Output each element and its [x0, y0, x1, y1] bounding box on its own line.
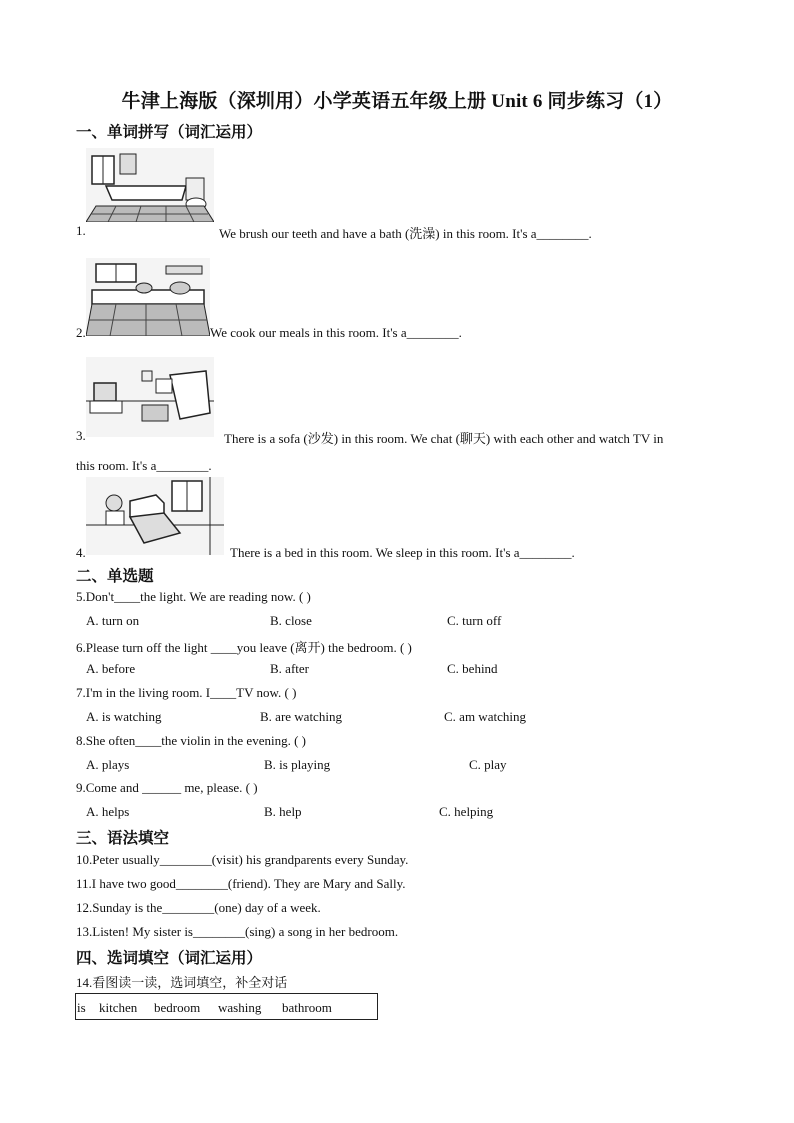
grammar-question-10: 10.Peter usually________(visit) his grandparents every Sunday. [76, 852, 409, 867]
spelling-question-3: 3. There is a sofa (沙发) in this room. We chat (聊天) with each other and watch TV in [76, 428, 664, 446]
spelling-question-4: 4. There is a bed in this room. We sleep in this room. It's a________. [76, 545, 575, 560]
mcq-7-option-a: A. is watching [86, 709, 162, 724]
grammar-question-12: 12.Sunday is the________(one) day of a week. [76, 900, 321, 915]
living-room-picture [86, 357, 214, 437]
mcq-9-option-a: A. helps [86, 804, 130, 819]
mcq-question-9: 9.Come and ______ me, please. ( ) [76, 780, 258, 795]
mcq-question-6: 6.Please turn off the light ____you leave (离开) the bedroom. ( ) [76, 640, 412, 655]
mcq-5-option-b: B. close [270, 613, 312, 628]
word-bank-item: bedroom [154, 1000, 201, 1015]
bathroom-picture [86, 148, 214, 222]
mcq-7-option-c: C. am watching [444, 709, 526, 724]
grammar-question-11: 11.I have two good________(friend). They are Mary and Sally. [76, 876, 406, 891]
mcq-6-option-b: B. after [270, 661, 309, 676]
section-1-heading: 一、单词拼写（词汇运用） [76, 124, 263, 141]
spelling-question-3-continued: this room. It's a________. [76, 458, 212, 473]
mcq-6-option-c: C. behind [447, 661, 498, 676]
mcq-6-option-a: A. before [86, 661, 136, 676]
mcq-question-8: 8.She often____the violin in the evening. ( ) [76, 733, 306, 748]
section-4-heading: 四、选词填空（词汇运用） [76, 950, 263, 967]
grammar-question-13: 13.Listen! My sister is________(sing) a song in her bedroom. [76, 924, 399, 939]
mcq-8-option-c: C. play [469, 757, 507, 772]
word-bank-item: kitchen [99, 1000, 138, 1015]
spelling-question-1: 1. We brush our teeth and have a bath (洗澡) in this room. It's a________. [76, 223, 592, 241]
word-bank-box [75, 993, 378, 1020]
spelling-question-2: 2. We cook our meals in this room. It's a________. [76, 325, 462, 340]
mcq-question-7: 7.I'm in the living room. I____TV now. ( ) [76, 685, 297, 700]
mcq-5-option-a: A. turn on [86, 613, 140, 628]
mcq-9-option-c: C. helping [439, 804, 494, 819]
section-3-heading: 三、语法填空 [76, 830, 170, 847]
mcq-8-option-b: B. is playing [264, 757, 331, 772]
section-2-heading: 二、单选题 [76, 568, 154, 585]
mcq-9-option-b: B. help [264, 804, 302, 819]
word-bank-item: bathroom [282, 1000, 332, 1015]
kitchen-picture [86, 258, 210, 336]
mcq-5-option-c: C. turn off [447, 613, 502, 628]
worksheet-title: 牛津上海版（深圳用）小学英语五年级上册 Unit 6 同步练习（1） [121, 91, 673, 112]
bedroom-picture [86, 477, 224, 555]
mcq-8-option-a: A. plays [86, 757, 130, 772]
mcq-question-5: 5.Don't____the light. We are reading now. ( ) [76, 589, 311, 604]
word-bank-item: washing [218, 1000, 262, 1015]
word-bank-item: is [77, 1000, 86, 1015]
question-14-instruction: 14.看图读一读，选词填空，补全对话 [76, 975, 288, 990]
mcq-7-option-b: B. are watching [260, 709, 342, 724]
